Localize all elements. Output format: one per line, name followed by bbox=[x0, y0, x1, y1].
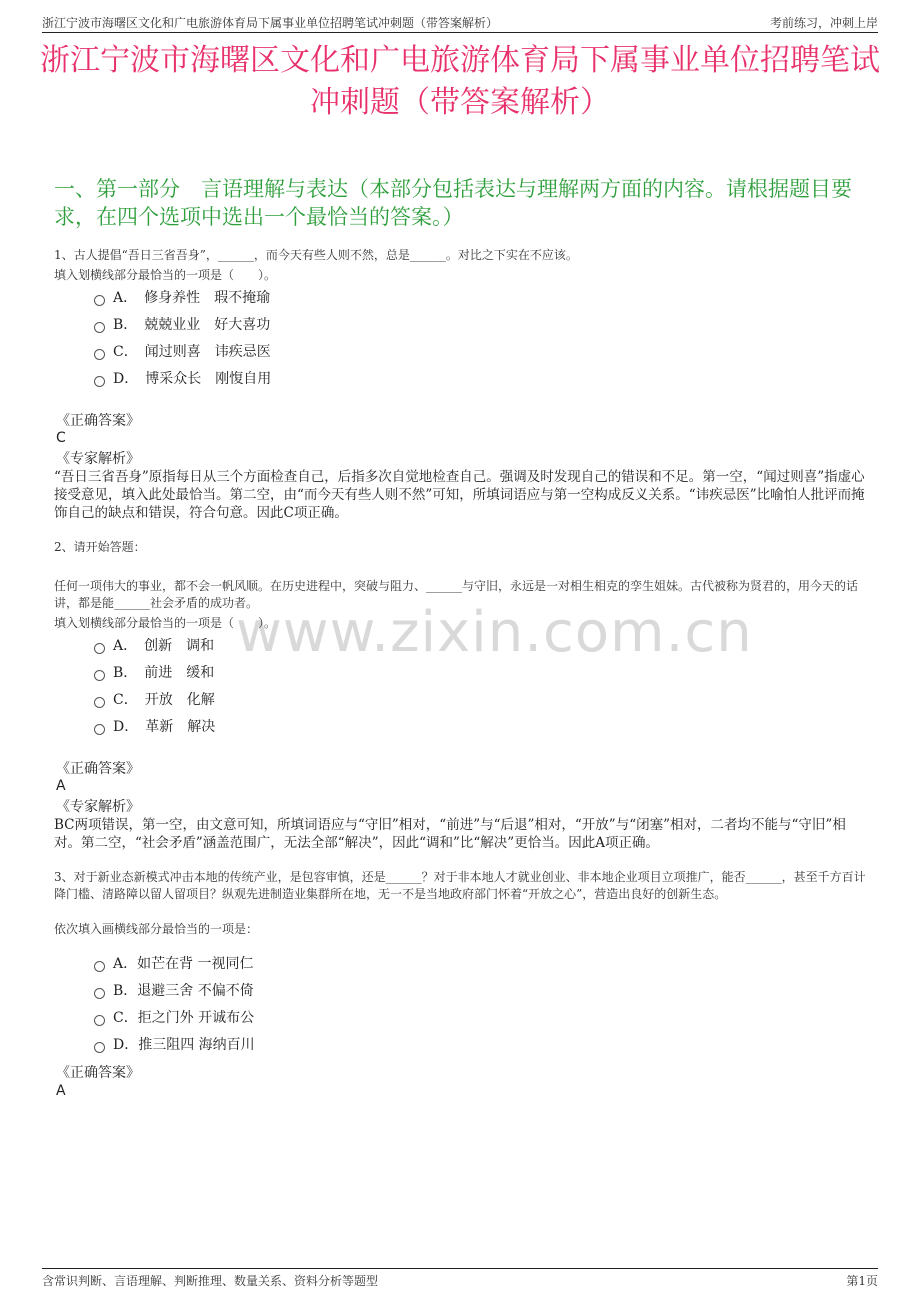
section-title: 一、第一部分 言语理解与表达（本部分包括表达与理解两方面的内容。请根据题目要求，在四个选项中选出一个最恰当的答案。） bbox=[54, 177, 852, 229]
radio-icon[interactable] bbox=[94, 961, 105, 972]
footer-note: 含常识判断、言语理解、判断推理、数量关系、资料分析等题型 bbox=[42, 1274, 379, 1288]
option-label: D．推三阻四 海纳百川 bbox=[113, 1037, 255, 1053]
question-2-answer-label: 《正确答案》 bbox=[56, 761, 140, 777]
radio-icon[interactable] bbox=[94, 724, 105, 735]
question-3-answer: A bbox=[56, 1083, 66, 1099]
question-2-answer: A bbox=[56, 778, 66, 794]
question-2-option-b[interactable] bbox=[94, 663, 214, 683]
radio-icon[interactable] bbox=[94, 376, 105, 387]
radio-icon[interactable] bbox=[94, 643, 105, 654]
page-footer bbox=[42, 1268, 878, 1289]
question-3-stem: 3、对于新业态新模式冲击本地的传统产业，是包容审慎，还是______？对于非本地人才就业创业、非本地企业项目立项推广，能否______，甚至千方百计降门槛、清路障以留人留项目？纵观先进制造业集群所在地，无一不是当地政府部门怀着“开放之心”，营造出良好的创新生态。 bbox=[54, 870, 866, 901]
question-2-intro: 2、请开始答题： bbox=[54, 540, 146, 554]
question-1-prompt: 填入划横线部分最恰当的一项是（ ）。 bbox=[54, 268, 277, 282]
question-1-option-b[interactable] bbox=[94, 315, 270, 335]
option-label: A． 修身养性 瑕不掩瑜 bbox=[113, 290, 271, 306]
question-2-prompt: 填入划横线部分最恰当的一项是（ ）。 bbox=[54, 616, 277, 630]
radio-icon[interactable] bbox=[94, 670, 105, 681]
header-slogan: 考前练习，冲刺上岸 bbox=[769, 16, 878, 30]
question-2-option-a[interactable] bbox=[94, 636, 214, 656]
question-1-stem: 1、古人提倡“吾日三省吾身”，______，而今天有些人则不然，总是______。对比之下实在不应该。 bbox=[54, 248, 578, 262]
radio-icon[interactable] bbox=[94, 349, 105, 360]
option-label: D． 革新 解决 bbox=[113, 719, 216, 735]
question-3-option-d[interactable] bbox=[94, 1035, 255, 1055]
question-2-option-d[interactable] bbox=[94, 717, 215, 737]
option-label: B． 兢兢业业 好大喜功 bbox=[113, 317, 271, 333]
question-3-option-b[interactable] bbox=[94, 981, 254, 1001]
watermark: www.zixin.com.cn bbox=[236, 600, 753, 665]
question-2-analysis: BC两项错误，第一空，由文意可知，所填词语应与“守旧”相对，“前进”与“后退”相对，“开放”与“闭塞”相对，二者均不能与“守旧”相对。第二空，“社会矛盾”涵盖范围广，无法全部“解决”，因此“调和”比“解决”更恰当。因此A项正确。 bbox=[54, 817, 846, 851]
question-3-prompt: 依次填入画横线部分最恰当的一项是： bbox=[54, 922, 259, 936]
question-3-answer-label: 《正确答案》 bbox=[56, 1065, 140, 1081]
question-2-option-c[interactable] bbox=[94, 690, 215, 710]
question-1-answer: C bbox=[56, 430, 66, 446]
question-2-analysis-label: 《专家解析》 bbox=[56, 799, 140, 815]
radio-icon[interactable] bbox=[94, 697, 105, 708]
radio-icon[interactable] bbox=[94, 988, 105, 999]
option-label: C． 闻过则喜 讳疾忌医 bbox=[113, 344, 271, 360]
radio-icon[interactable] bbox=[94, 1042, 105, 1053]
question-1-option-c[interactable] bbox=[94, 342, 271, 362]
option-label: D． 博采众长 刚愎自用 bbox=[113, 371, 272, 387]
question-1-option-a[interactable] bbox=[94, 288, 270, 308]
question-1-option-d[interactable] bbox=[94, 369, 271, 389]
document-title: 浙江宁波市海曙区文化和广电旅游体育局下属事业单位招聘笔试冲刺题（带答案解析） bbox=[40, 43, 880, 120]
question-1-answer-label: 《正确答案》 bbox=[56, 413, 140, 429]
question-3-option-a[interactable] bbox=[94, 954, 254, 974]
header-doc-title: 浙江宁波市海曙区文化和广电旅游体育局下属事业单位招聘笔试冲刺题（带答案解析） bbox=[42, 16, 499, 30]
radio-icon[interactable] bbox=[94, 1015, 105, 1026]
question-1-analysis-label: 《专家解析》 bbox=[56, 451, 140, 467]
radio-icon[interactable] bbox=[94, 322, 105, 333]
question-3-option-c[interactable] bbox=[94, 1008, 254, 1028]
page-header bbox=[42, 12, 878, 33]
option-label: C．拒之门外 开诚布公 bbox=[113, 1010, 255, 1026]
question-2-stem: 任何一项伟大的事业，都不会一帆风顺。在历史进程中，突破与阻力、______与守旧，永远是一对相生相克的孪生姐妹。古代被称为贤君的，用今天的话讲，都是能______社会矛盾的成功者。 bbox=[54, 579, 859, 610]
radio-icon[interactable] bbox=[94, 295, 105, 306]
question-1-analysis: “吾日三省吾身”原指每日从三个方面检查自己，后指多次自觉地检查自己。强调及时发现自己的错误和不足。第一空，“闻过则喜”指虚心接受意见，填入此处最恰当。第二空，由“而今天有些人则不然”可知，所填词语应与第一空构成反义关系。“讳疾忌医”比喻怕人批评而掩饰自己的缺点和错误，符合句意。因此C项正确。 bbox=[54, 469, 865, 521]
option-label: A． 创新 调和 bbox=[113, 638, 215, 654]
option-label: B． 前进 缓和 bbox=[113, 665, 215, 681]
option-label: A．如芒在背 一视同仁 bbox=[113, 956, 254, 972]
option-label: B．退避三舍 不偏不倚 bbox=[113, 983, 254, 999]
option-label: C． 开放 化解 bbox=[113, 692, 215, 708]
page-number: 第1页 bbox=[846, 1274, 878, 1288]
